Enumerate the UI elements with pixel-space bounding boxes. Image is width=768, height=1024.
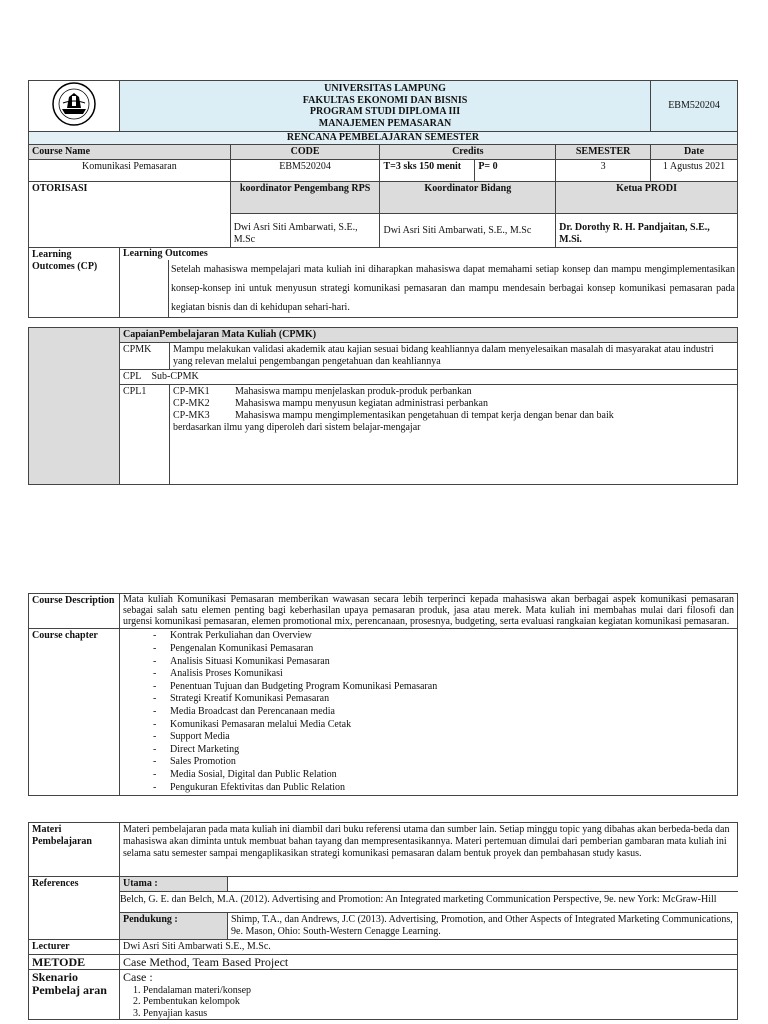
description-text: Mata kuliah Komunikasi Pemasaran memberikan wawasan secara lebih terperinci kepada mahasiswa akan berbagai aspek komunikasi pemasaran sebagai salah satu elemen penting bagi keberhasilan upaya pemasaran produk, jasa atau merek. Mata kuliah ini membahas mulai dari filosofi dan urgensi komunikasi pemasaran, elemen promotional mix, perencanaan, prosesnya, budgeting, serta evaluasi rangkaian kegiatan komunikasi pemasaran. [120,594,738,629]
university-logo-icon [29,81,119,127]
header-title-cell [120,81,651,132]
course-name-value: Komunikasi Pemasaran [29,160,231,182]
field-coordinator-label: Koordinator Bidang [380,182,556,214]
code-header: CODE [230,145,380,160]
field-coordinator-name: Dwi Asri Siti Ambarwati, S.E., M.Sc [380,214,556,248]
head-label: Ketua PRODI [556,182,738,214]
metode-label: METODE [29,955,120,970]
utama-label: Utama : [120,877,228,892]
sub-cpmk-list [170,385,738,485]
cpmk-table [28,327,738,485]
head-name: Dr. Dorothy R. H. Pandjaitan, S.E., M.Si. [556,214,738,248]
case-label: Case : [123,970,153,985]
cpmk-left-cell [29,328,120,485]
pendukung-reference: Shimp, T.A., dan Andrews, J.C (2013). Advertising, Promotion, and Other Aspects of Integrated Marketing Communications, 9e. Mason, Ohio: South-Western Cenagge Learning. [228,913,738,940]
metode-value: Case Method, Team Based Project [120,955,738,970]
skenario-label: Skenario Pembelaj aran [29,970,120,1020]
course-name-header: Course Name [29,145,231,160]
sub-cpmk-item: CP-MK3 Mahasiswa mampu mengimplementasikan pengetahuan di tempat kerja dengan benar dan baik [173,410,614,421]
date-value: 1 Agustus 2021 [651,160,738,182]
chapters-cell [120,629,738,796]
chapter-item: - Pengukuran Efektivitas dan Public Relation [153,782,734,795]
chapter-item: - Media Broadcast dan Perencanaan media [153,706,734,719]
chapter-item: - Analisis Proses Komunikasi [153,668,734,681]
learning-outcomes-cell [120,260,738,318]
doc-code: EBM520204 [651,81,738,132]
rps-title: RENCANA PEMBELAJARAN SEMESTER [29,132,738,145]
credits-theory: T=3 sks 150 menit [380,160,475,182]
sub-cpmk-item: CP-MK2 Mahasiswa mampu menyusun kegiatan administrasi perbankan [173,398,488,409]
faculty-name: FAKULTAS EKONOMI DAN BISNIS [302,94,468,106]
sub-cpmk-label: Sub-CPMK [151,371,199,382]
learning-outcomes-text: Setelah mahasiswa mempelajari mata kuliah ini diharapkan mahasiswa dapat memahami setiap konsep dan mampu mengimplementasikan konsep-konsep ini untuk menyusun strategi komunikasi pemasaran dan mampu mendesain berbagai konsep komunikasi pemasaran pada kegiatan bisnis dan di kehidupan sehari-hari. [171,264,735,313]
scenario-steps [123,985,734,1020]
sub-cpmk-item: CP-MK1 Mahasiswa mampu menjelaskan produk-produk perbankan [173,386,472,397]
cpmk-text: Mampu melakukan validasi akademik atau kajian sesuai bidang keahliannya dalam menyelesaikan masalah di masyarakat atau industri yang relevan melalui pengembangan pengetahuan dan keahliannya [170,343,738,370]
chapter-item: - Penentuan Tujuan dan Budgeting Program Komunikasi Pemasaran [153,681,734,694]
lecturer-name: Dwi Asri Siti Ambarwati S.E., M.Sc. [120,940,738,955]
university-name: UNIVERSITAS LAMPUNG [324,83,446,94]
logo-cell [29,81,120,132]
dev-coordinator-name: Dwi Asri Siti Ambarwati, S.E., M.Sc [230,214,380,248]
cpmk-heading: CapaianPembelajaran Mata Kuliah (CPMK) [120,328,738,343]
otorisasi-label: OTORISASI [29,182,231,248]
chapter-item: - Strategi Kreatif Komunikasi Pemasaran [153,693,734,706]
chapter-item: - Sales Promotion [153,756,734,769]
chapter-item: - Analisis Situasi Komunikasi Pemasaran [153,656,734,669]
utama-reference: Belch, G. E. dan Belch, M.A. (2012). Advertising and Promotion: An Integrated marketing Communication Perspective, 9e. new York: McGraw-Hill [120,894,717,905]
scenario-step: 1. Pendalaman materi/konsep [143,985,734,997]
semester-header: SEMESTER [556,145,651,160]
cpl1-label: CPL1 [120,385,170,485]
chapter-item: - Komunikasi Pemasaran melalui Media Cetak [153,719,734,732]
cpmk-label: CPMK [120,343,170,370]
description-label: Course Description [29,594,120,629]
chapter-list [123,630,734,794]
semester-value: 3 [556,160,651,182]
skenario-cell [120,970,738,1020]
date-header: Date [651,145,738,160]
rps-header-table [28,80,738,318]
learning-outcomes-label: Learning Outcomes (CP) [29,248,120,318]
chapter-item: - Media Sosial, Digital dan Public Relation [153,769,734,782]
course-description-table [28,593,738,796]
lecturer-label: Lecturer [29,940,120,955]
cpl-label: CPL [123,371,141,382]
materi-references-table [28,822,738,1020]
utama-right-cell [228,877,738,892]
code-value: EBM520204 [230,160,380,182]
program-name: PROGRAM STUDI DIPLOMA III [309,106,461,117]
materi-text: Materi pembelajaran pada mata kuliah ini diambil dari buku referensi utama dan sumber lain. Setiap minggu topic yang dibahas akan berbeda-beda dan mahasiswa akan diminta untuk membuat bahan tayang dan mempresentasikannya. Materi pertemuan dimulai dari pemberian gambaran mata kuliah ini selama satu semester sampai mengaplikasikan strategi komunikasi pemasaran dalam bentuk proyek dan pembahasan study kasus. [120,823,738,877]
credits-practice: P= 0 [475,160,556,182]
learning-outcomes-sublabel: Learning Outcomes [120,248,738,261]
cpl-subcpmk-row [120,370,738,385]
materi-label: Materi Pembelajaran [29,823,120,877]
chapter-item: - Support Media [153,731,734,744]
chapter-item: - Pengenalan Komunikasi Pemasaran [153,643,734,656]
references-label: References [29,877,120,940]
chapters-label: Course chapter [29,629,120,796]
chapter-item: - Direct Marketing [153,744,734,757]
major-name: MANAJEMEN PEMASARAN [318,117,452,129]
dev-coordinator-label: koordinator Pengembang RPS [230,182,380,214]
sub-cpmk-continuation: berdasarkan ilmu yang diperoleh dari sistem belajar-mengajar [173,422,421,433]
scenario-step: 3. Penyajian kasus [143,1008,734,1020]
pendukung-label: Pendukung : [120,913,228,940]
scenario-step: 2. Pembentukan kelompok [143,996,734,1008]
credits-header: Credits [380,145,556,160]
chapter-item: - Kontrak Perkuliahan dan Overview [153,630,734,643]
